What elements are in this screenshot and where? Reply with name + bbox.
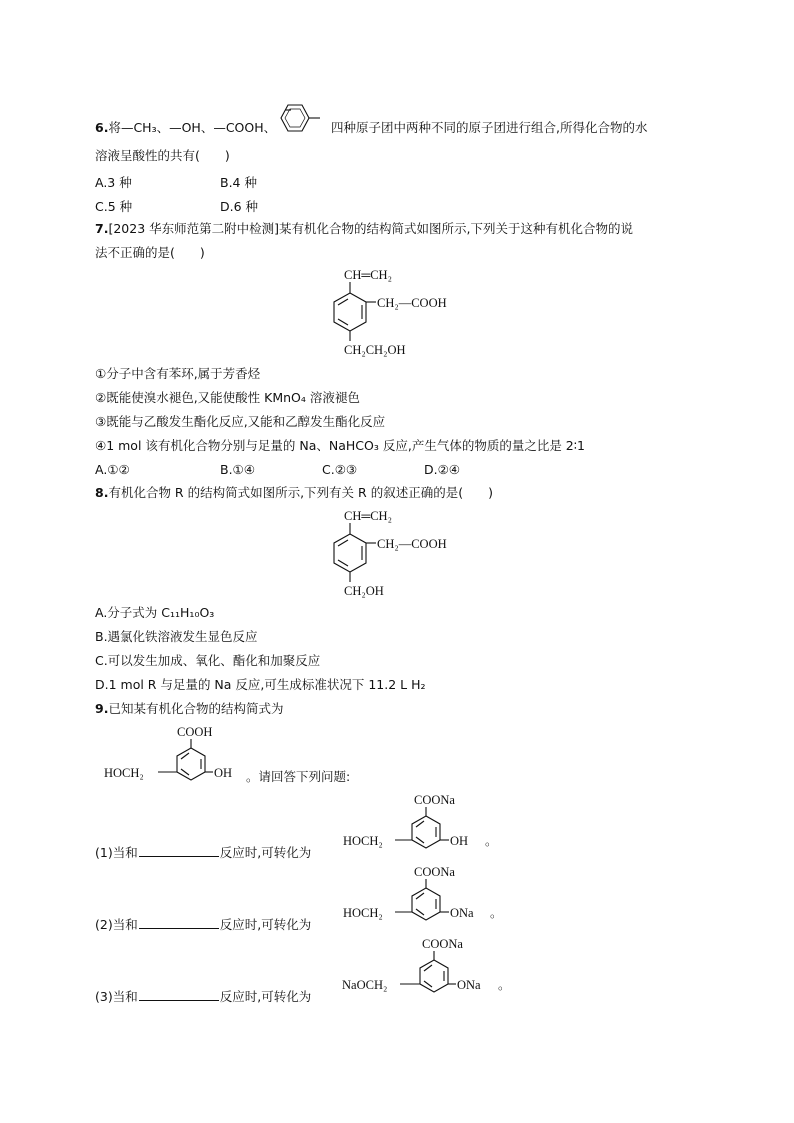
q7-statement-1: ①分子中含有苯环,属于芳香烃 xyxy=(95,366,261,381)
q9-part1-left: HOCH₂ xyxy=(343,834,383,848)
q9-part2-label: (2)当和 xyxy=(95,917,138,932)
q7-option-a: A.①② xyxy=(95,462,130,477)
q7-line1 xyxy=(95,221,633,237)
q8-number: 8. xyxy=(95,485,109,500)
q9-part1-end: 。 xyxy=(485,834,498,848)
q7-struct-bottom: CH₂CH₂OH xyxy=(344,343,406,357)
q8-struct-top: CH═CH₂ xyxy=(344,509,392,523)
q7-line2: 法不正确的是( ) xyxy=(95,245,205,260)
q9-text: 已知某有机化合物的结构简式为 xyxy=(108,701,284,716)
q9-part3-structure xyxy=(340,932,520,1004)
q8-option-a: A.分子式为 C₁₁H₁₀O₃ xyxy=(95,605,215,620)
q8-option-b: B.遇氯化铁溶液发生显色反应 xyxy=(95,629,258,644)
q6-option-b: B.4 种 xyxy=(220,175,257,190)
q6-line1 xyxy=(95,120,276,136)
q6-number: 6. xyxy=(95,120,109,135)
q7-statement-4: ④1 mol 该有机化合物分别与足量的 Na、NaHCO₃ 反应,产生气体的物质的量之比是 2∶1 xyxy=(95,438,585,453)
q9-part3-top: COONa xyxy=(422,937,463,951)
q7-structure xyxy=(320,262,480,362)
q9-line1 xyxy=(95,701,283,717)
q7-option-d: D.②④ xyxy=(424,462,461,477)
q6-line2: 溶液呈酸性的共有( ) xyxy=(95,148,230,163)
q8-struct-bottom: CH₂OH xyxy=(344,584,384,598)
benzene-ring-icon xyxy=(272,102,328,138)
q8-option-d: D.1 mol R 与足量的 Na 反应,可生成标准状况下 11.2 L H₂ xyxy=(95,677,426,692)
q9-part1-label: (1)当和 xyxy=(95,845,138,860)
q9-part2-end: 。 xyxy=(490,906,503,920)
q9-part2-mid: 反应时,可转化为 xyxy=(219,917,312,932)
q6-option-a: A.3 种 xyxy=(95,175,132,190)
q8-text: 有机化合物 R 的结构简式如图所示,下列有关 R 的叙述正确的是( ) xyxy=(108,485,493,500)
q9-part3-mid: 反应时,可转化为 xyxy=(219,989,312,1004)
q7-number: 7. xyxy=(95,221,109,236)
q6-option-d: D.6 种 xyxy=(220,199,259,214)
q9-part2-right: ONa xyxy=(450,906,474,920)
q9-part3-right: ONa xyxy=(457,978,481,992)
q8-line1 xyxy=(95,485,493,501)
q7-struct-top: CH═CH₂ xyxy=(344,268,392,282)
q9-part3-blank[interactable] xyxy=(139,988,219,1001)
q7-statement-3: ③既能与乙酸发生酯化反应,又能和乙醇发生酯化反应 xyxy=(95,414,386,429)
q7-option-c: C.②③ xyxy=(322,462,358,477)
q9-part1-structure xyxy=(340,788,510,860)
q8-struct-right: CH₂—COOH xyxy=(377,537,447,551)
q9-part1-top: COONa xyxy=(414,793,455,807)
q6-text-a: 将—CH₃、—OH、—COOH、 xyxy=(108,120,277,135)
q9-structure xyxy=(100,720,250,792)
q9-part1 xyxy=(95,844,311,861)
q9-part1-blank[interactable] xyxy=(139,844,219,857)
q7-statement-2: ②既能使溴水褪色,又能使酸性 KMnO₄ 溶液褪色 xyxy=(95,390,360,405)
q9-part3-label: (3)当和 xyxy=(95,989,138,1004)
q9-part3-left: NaOCH₂ xyxy=(342,978,388,992)
q9-part3 xyxy=(95,988,311,1005)
q6-text-b: 四种原子团中两种不同的原子团进行组合,所得化合物的水 xyxy=(331,120,648,135)
q9-after-text: 。请回答下列问题: xyxy=(246,769,351,784)
q9-part2-structure xyxy=(340,860,510,932)
q7-text: [2023 华东师范第二附中检测]某有机化合物的结构简式如图所示,下列关于这种有机化合物的说 xyxy=(108,221,633,236)
q9-part1-mid: 反应时,可转化为 xyxy=(219,845,312,860)
q9-struct-left: HOCH₂ xyxy=(104,766,144,780)
q9-number: 9. xyxy=(95,701,109,716)
q8-option-c: C.可以发生加成、氧化、酯化和加聚反应 xyxy=(95,653,321,668)
q9-part2-blank[interactable] xyxy=(139,916,219,929)
q9-part2 xyxy=(95,916,311,933)
q7-option-b: B.①④ xyxy=(220,462,255,477)
q8-structure xyxy=(320,503,480,603)
q9-part1-right: OH xyxy=(450,834,469,848)
q9-struct-right: OH xyxy=(214,766,233,780)
q6-option-c: C.5 种 xyxy=(95,199,133,214)
q7-struct-right: CH₂—COOH xyxy=(377,296,447,310)
q9-struct-top: COOH xyxy=(177,725,213,739)
q9-part2-left: HOCH₂ xyxy=(343,906,383,920)
q9-part3-end: 。 xyxy=(498,978,511,992)
q9-part2-top: COONa xyxy=(414,865,455,879)
